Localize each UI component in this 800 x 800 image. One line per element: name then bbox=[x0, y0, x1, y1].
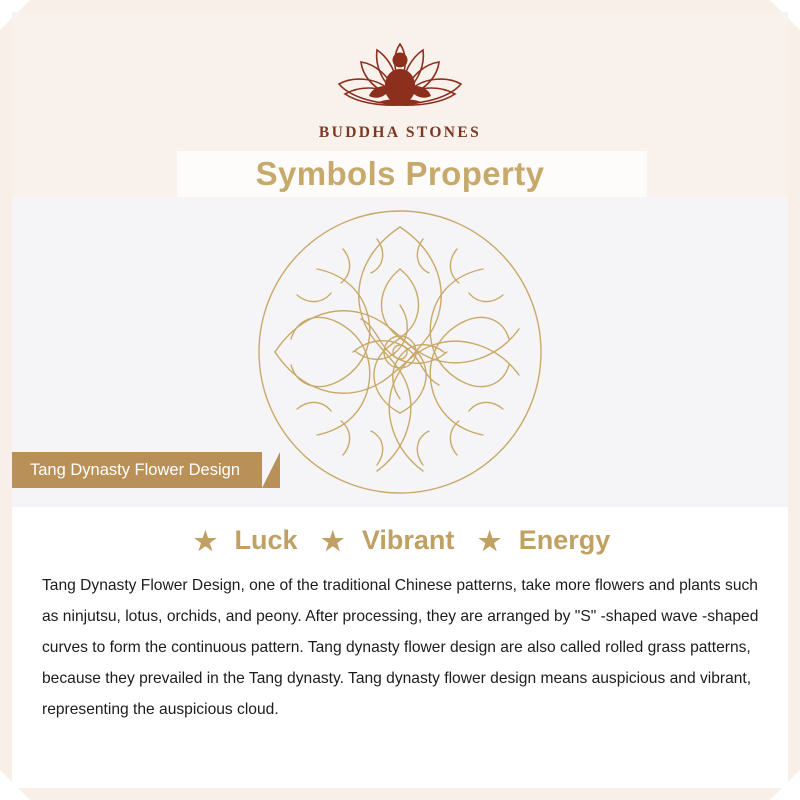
page-title: Symbols Property bbox=[255, 155, 545, 192]
keyword-row bbox=[12, 525, 788, 557]
tang-dynasty-flower-roundel-icon bbox=[257, 209, 543, 495]
star-icon: ★ bbox=[193, 526, 217, 556]
description-section bbox=[12, 507, 788, 788]
brand-name: BUDDHA STONES bbox=[318, 124, 482, 141]
ribbon-tail bbox=[262, 452, 280, 488]
pattern-name-ribbon bbox=[12, 452, 262, 488]
lotus-meditation-icon bbox=[315, 26, 485, 116]
keyword-luck: Luck bbox=[234, 525, 298, 555]
header bbox=[12, 12, 788, 197]
ribbon-label: Tang Dynasty Flower Design bbox=[30, 461, 241, 479]
star-icon: ★ bbox=[321, 526, 345, 556]
description-paragraph: Tang Dynasty Flower Design, one of the traditional Chinese patterns, take more flowers and plants such as ninjutsu, lotus, orchids, and peony. After processing, they are arranged by "S" -shaped wave -shaped curves to form the continuous pattern. Tang dynasty flower design are also called rolled grass patterns, because they prevailed in the Tang dynasty. Tang dynasty flower design means auspicious and vibrant, representing the auspicious cloud. bbox=[42, 577, 759, 718]
star-icon: ★ bbox=[477, 526, 502, 556]
brand-logo bbox=[12, 26, 788, 127]
keyword-vibrant: Vibrant bbox=[361, 525, 455, 555]
content-card bbox=[12, 12, 788, 788]
keyword-energy: Energy bbox=[518, 525, 611, 555]
